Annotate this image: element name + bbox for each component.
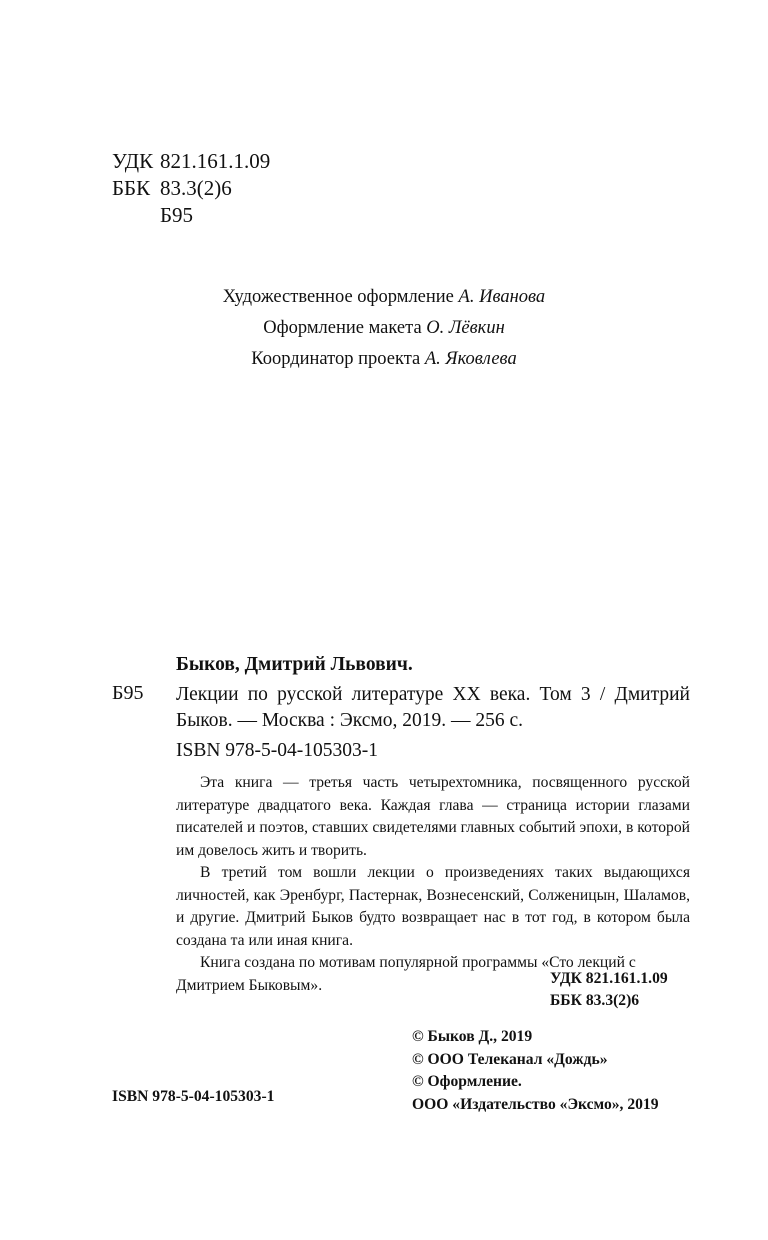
record-author: Быков, Дмитрий Львович. (176, 654, 413, 675)
udk-value: 821.161.1.09 (160, 149, 271, 173)
credit-role: Художественное оформление (222, 287, 454, 307)
credit-line (0, 282, 768, 313)
author-mark-row (112, 202, 270, 229)
abstract-paragraph: В третий том вошли лекции о произведениях таких выдающихся личностей, как Эренбург, Пастернак, Вознесенский, Солженицын, Шаламов, и другие. Дмитрий Быков будто возвращает нас в тот год, в котором была создана та или иная книга. (176, 864, 690, 949)
udk-label: УДК (112, 149, 154, 173)
credit-line (0, 344, 768, 375)
bbk-value: 83.3(2)6 (160, 176, 232, 200)
publisher-line: ООО «Издательство «Эксмо», 2019 (412, 1095, 659, 1113)
classification-block (112, 148, 270, 229)
record-description: Лекции по русской литературе XX века. Том 3 / Дмитрий Быков. — Москва : Эксмо, 2019. — 256 с. (176, 684, 690, 731)
record-code: Б95 (112, 682, 144, 704)
credit-role: Оформление макета (263, 318, 422, 338)
credit-line (0, 313, 768, 344)
credits-block (0, 282, 768, 375)
credit-name: А. Иванова (458, 287, 546, 307)
record-isbn: ISBN 978-5-04-105303-1 (176, 740, 379, 761)
codes-block (550, 968, 668, 1012)
copyright-line: © ООО Телеканал «Дождь» (412, 1050, 608, 1068)
bbk-row (112, 175, 270, 202)
bbk-label: ББК (112, 176, 151, 200)
author-mark: Б95 (160, 203, 194, 227)
credit-role: Координатор проекта (251, 349, 421, 369)
credit-name: О. Лёвкин (426, 318, 505, 338)
udk-code: УДК 821.161.1.09 (550, 970, 668, 987)
copyright-line: © Оформление. (412, 1073, 522, 1090)
copyright-block (412, 1026, 659, 1116)
isbn-bottom: ISBN 978-5-04-105303-1 (112, 1088, 275, 1105)
abstract-paragraph: Эта книга — третья часть четырехтомника, посвященного русской литературе двадцатого века. Каждая глава — страница истории глазами писателей и поэтов, ставших свидетелями главных событий эпохи, в которой им довелось жить и творить. (176, 774, 690, 859)
credit-name: А. Яковлева (424, 349, 517, 369)
abstract-block (176, 772, 690, 997)
udk-row (112, 148, 270, 175)
abstract-paragraph: Книга создана по мотивам популярной программы «Сто лекций с Дмитрием Быковым». (176, 954, 636, 994)
copyright-line: © Быков Д., 2019 (412, 1028, 533, 1045)
bbk-code: ББК 83.3(2)6 (550, 992, 640, 1009)
